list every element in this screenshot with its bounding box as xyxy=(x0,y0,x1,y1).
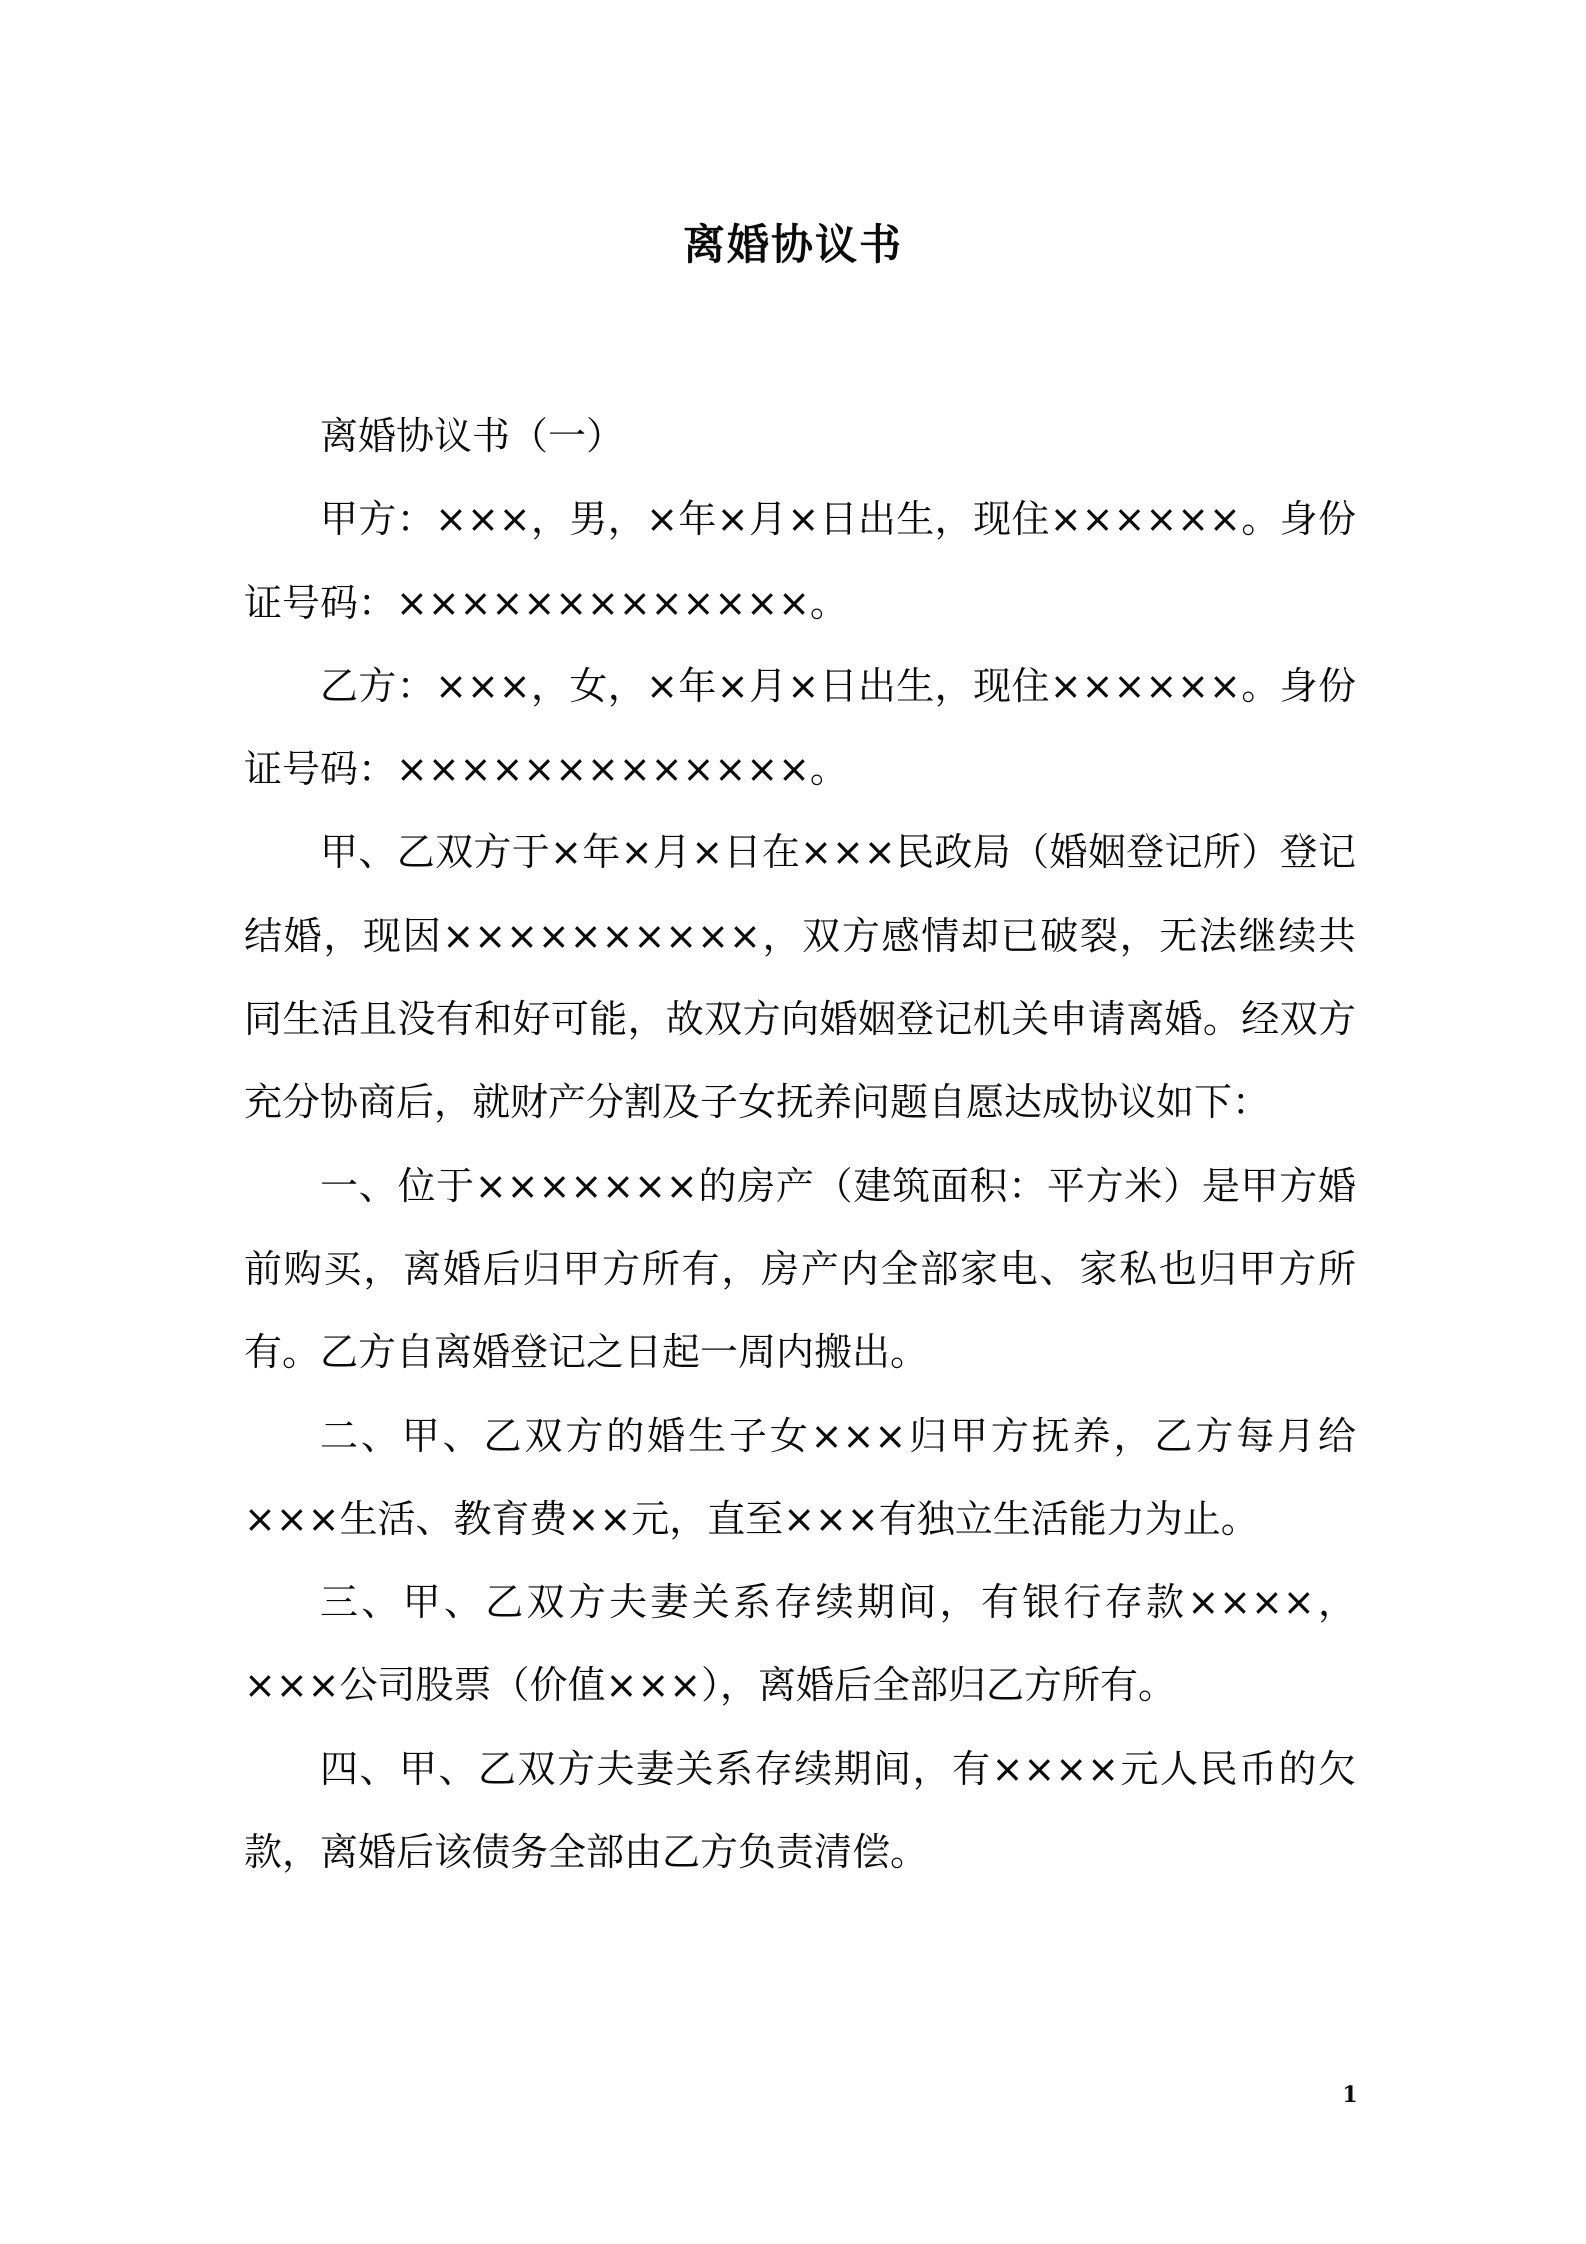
document-title: 离婚协议书 xyxy=(682,220,903,269)
clause-child-custody-paragraph: 二、甲、乙双方的婚生子女×××归甲方抚养，乙方每月给×××生活、教育费××元，直至×××有独立生活能力为止。 xyxy=(244,1413,1356,1541)
clause-debt-paragraph: 四、甲、乙双方夫妻关系存续期间，有××××元人民币的欠款，离婚后该债务全部由乙方负责清偿。 xyxy=(244,1746,1356,1875)
page-number: 1 xyxy=(1342,2082,1358,2108)
document-body xyxy=(244,395,1356,1894)
party-a-paragraph: 甲方：×××，男，×年×月×日出生，现住××××××。身份证号码：×××××××××××××。 xyxy=(244,497,1356,625)
section-heading: 离婚协议书（一） xyxy=(320,414,625,458)
clause-property-paragraph: 一、位于×××××××的房产（建筑面积：平方米）是甲方婚前购买，离婚后归甲方所有，房产内全部家电、家私也归甲方所有。乙方自离婚登记之日起一周内搬出。 xyxy=(244,1163,1356,1375)
agreement-intro-paragraph: 甲、乙双方于×年×月×日在×××民政局（婚姻登记所）登记结婚，现因××××××××××，双方感情却已破裂，无法继续共同生活且没有和好可能，故双方向婚姻登记机关申请离婚。经双方充分协商后，就财产分割及子女抚养问题自愿达成协议如下： xyxy=(244,830,1356,1125)
party-b-paragraph: 乙方：×××，女，×年×月×日出生，现住××××××。身份证号码：×××××××××××××。 xyxy=(244,663,1356,792)
clause-savings-paragraph: 三、甲、乙双方夫妻关系存续期间，有银行存款××××，×××公司股票（价值×××），离婚后全部归乙方所有。 xyxy=(244,1580,1356,1708)
